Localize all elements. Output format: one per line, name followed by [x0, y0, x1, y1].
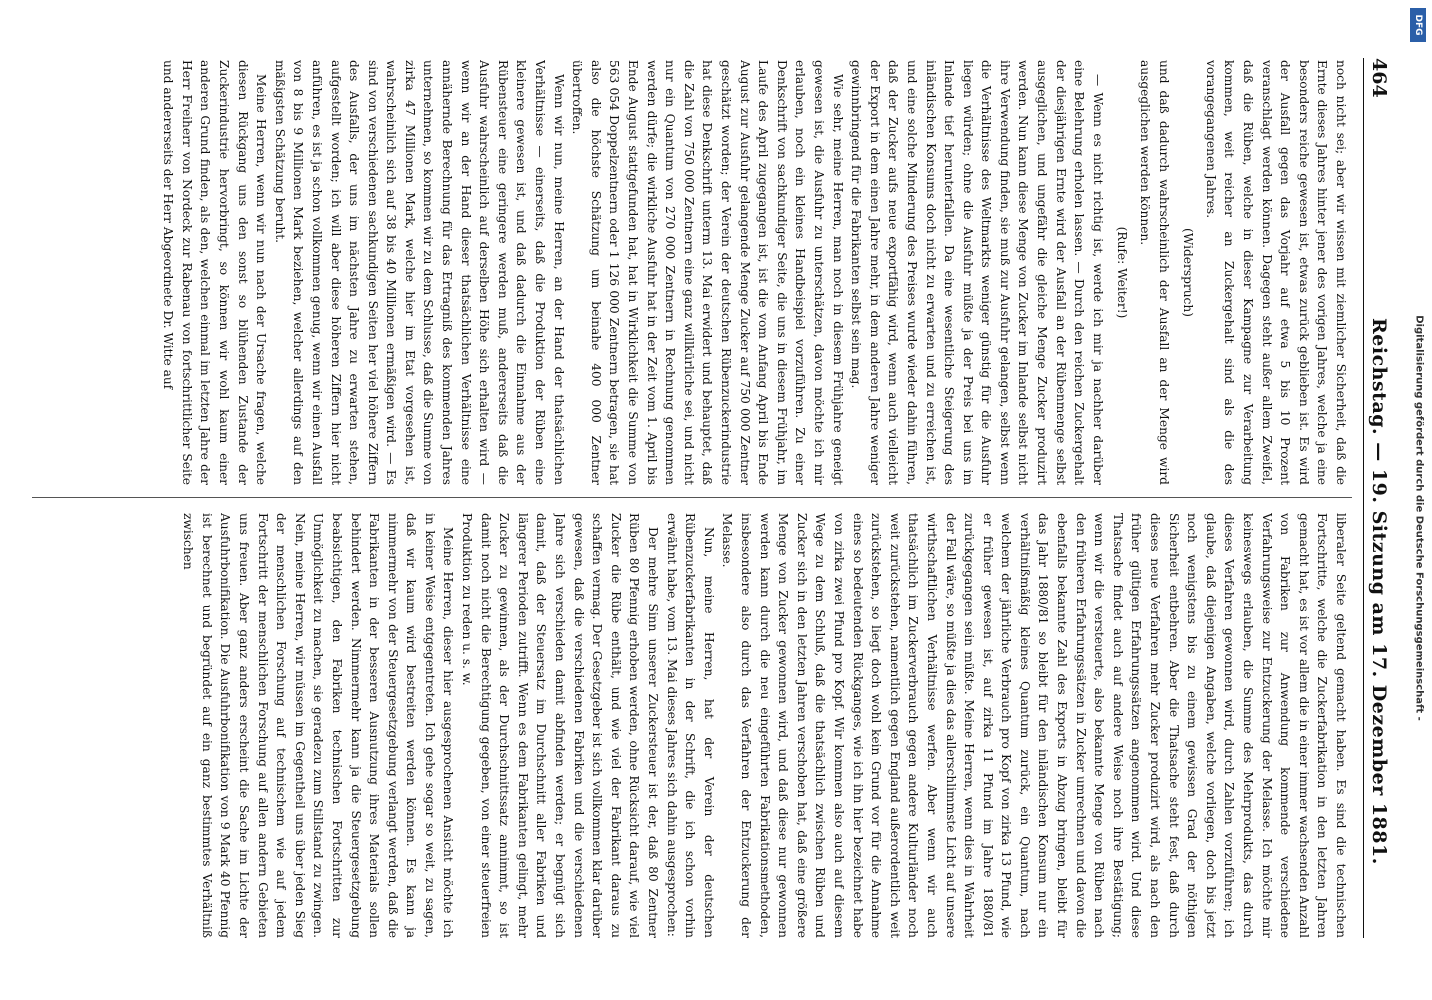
paragraph: Nun, meine Herren, hat der Verein der deutschen Rübenzuckerfabrikanten in der Schrift, die ich schon vorhin erwähnt habe, vom 13. Mai dieses Jahres sich dahin ausgesprochen: [664, 513, 716, 938]
dfg-logo [1410, 8, 1426, 42]
digitization-credit-text: Digitalisierung gefördert durch die Deutsche Forschungsgemeinschaft - [1413, 315, 1425, 721]
interjection: (Widerspruch) [1181, 228, 1196, 317]
paragraph: Meine Herren, wenn wir nun nach der Ursache fragen, welche diesen Rückgang uns den sonst so blühenden Zustande der Zuckerindustrie hervorbringt, so können wir wohl kaum einer anderen Grund finden, als den, welchen einmal im letzten Jahre der Herr Freiherr von Nordeck zur Rabenau von fortschrittlicher Seite und andererseits der Herr Abgeordnete Dr. Witte auf [161, 60, 269, 485]
page-number: 464 [1368, 58, 1390, 98]
paragraph: noch nicht sei; aber wir wissen mit ziemlicher Sicherheit, daß die Ernte dieses Jahres hinter jener des vorigen Jahres, welche ja eine besonders reiche gewesen ist, etwas zurück geblieben ist. Es wird der Ausfall gegen das Vorjahr auf etwa 5 bis 10 Prozent veranschlagt werden können. Dagegen steht außer allem Zweifel, daß die Rüben, welche in dieser Kampagne zur Verarbeitung kommen, weit reicher an Zuckergehalt sind als die des vorangegangenen Jahres. [1203, 60, 1348, 485]
right-column [30, 513, 1350, 938]
paragraph: — Wenn es nicht richtig ist, werde ich mir ja nachher darüber eine Belehrung erholen lassen. — Durch den reichen Zuckergehalt der diesjährigen Ernte wird der Ausfall an der Rübenmenge selbst ausgeglichen, und ungefähr die gleiche Menge Zucker produzirt werden. Nun kann diese Menge von Zucker im Inlande selbst nicht ihre Verwendung finden, sie muß zur Ausfuhr gelangen, selbst wenn die Verhältnisse des Weltmarkts weniger günstig für die Ausfuhr liegen würden; ohne die Ausfuhr müßte ja der Preis bei uns im Inlande tief herunterfallen. Da eine wesentliche Steigerung des inländischen Konsums doch nicht zu erwarten und zu erreichen ist, und eine solche Minderung des Preises wurde wieder dahin führen, daß der Zucker aufs neue exportfähig wird, wenn auch vielleicht der Export in dem einen Jahre mehr, in dem anderen Jahre weniger gewinnbringend für die Fabrikanten selbst sein mag. [849, 60, 1105, 485]
running-title: Reichstag. — 19. Sitzung am 17. Dezember 1881. [1368, 318, 1390, 865]
column-divider [32, 497, 1352, 498]
digitization-credit [1410, 48, 1428, 988]
paragraph: liberaler Seite geltend gemacht haben. Es sind die technischen Fortschritte, welche die Zuckerfabrikation in den letzten Jahren gemacht hat, es ist vor allem die in einer immer wachsenden Anzahl von Fabriken zur Anwendung kommende verschiedene Verfahrungsweise zur Entzuckerung der Melasse. Ich möchte mir keineswegs erlauben, die Summe des Mehrprodukts, das durch dieses Verfahren gewonnen wird, durch Zahlen vorzuführen; ich glaube, daß diejenigen Angaben, welche vorliegen, doch bis jetzt noch wenigstens bis zu einem gewissen Grad der nöthigen Sicherheit entbehren. Aber die Thatsache steht fest, daß durch dieses neue Verfahren mehr Zucker produzirt wird, als nach den früher gültigen Erfahrungssätzen angenommen wird. Und diese Thatsache findet auch auf andere Weise noch ihre Bestätigung; wenn wir die versteuerte, also bekannte Menge von Rüben nach den früheren Erfahrungssätzen in Zucker umrechnen und davon die ebenfalls bekannte Zahl des Exports in Abzug bringen, bleibt für das Jahr 1880/81 so bleibt für den inländischen Konsum nur ein verhältnißmäßig kleines Quantum zurück, ein Quantum, nach welchem der jährliche Verbrauch pro Kopf von zirka 13 Pfund, wie er früher gewesen ist, auf zirka 11 Pfund im Jahre 1880/81 zurückgegangen sein müßte. Meine Herren, wenn dies in Wahrheit der Fall wäre, so müßte ja dies das allerschlimmste Licht auf unsere wirthschaftlichen Verhältnisse werfen. Aber wenn wir auch thatsächlich im Zuckerverbrauch gegen andere Kulturländer noch weit zurückstehen, namentlich gegen England außerordentlich weit zurückstehen, so liegt doch wohl kein Grund vor für die Annahme eines so bedeutenden Rückganges, wie ich ihn hier bezeichnet habe von zirka zwei Pfund pro Kopf. Wir kommen also auch auf diesem Wege zu dem Schluß, daß die thatsächlich zwischen Rüben und Zucker sich in den letzten Jahren verschoben hat, daß eine größere Menge von Zucker gewonnen wird, und daß diese nur gewonnen werden kann durch die neu eingeführten Fabrikationsmethoden, insbesondere also durch das Verfahren der Entzuckerung der Melasse. [720, 513, 1348, 938]
paragraph: Meine Herren, dieser hier ausgesprochenen Ansicht möchte ich in keiner Weise entgegentreten. Ich gehe sogar so weit, zu sagen, daß wir kaum wird bestreiten werden können. Es kann ja nimmermehr von der Steuergesetzgebung verlangt werden, daß die Fabrikanten in der besseren Ausnutzung ihres Materials sollen behindert werden. Nimmermehr kann ja die Steuergesetzgebung beabsichtigen, den Fabriken technischen Fortschritten zur Unmöglichkeit zu machen, sie geradezu zum Stillstand zu zwingen. Nein, meine Herren, wir müssen im Gegentheil uns über jeden Sieg der menschlichen Forschung auf technischem wie auf jedem Fortschritt der menschlichen Forschung auf allen andern Gebieten uns freuen. Aber ganz anders erscheint die Sache im Lichte der Ausfuhrbonifikation. Die Ausfuhrbonifikation von 9 Mark 40 Pfennig ist berechnet und begründet auf ein ganz bestimmtes Verhältniß zwischen [181, 513, 456, 938]
quoted-passage: Der mehre Sinn unserer Zuckersteuer ist der, daß 80 Zentner Rüben 80 Pfennig erhoben werden, ohne Rücksicht darauf, wie viel Zucker die Rübe enthält, und wie viel der Fabrikant daraus zu schaffen vermag. Der Gesetzgeber ist sich vollkommen klar darüber gewesen, daß die verschiedenen Fabriken und die verschiedenen Jahre sich verschieden damit abfinden werden; er begnügt sich damit, daß der Steuersatz im Durchschnitt aller Fabriken und längerer Perioden zutrifft. Wenn es dem Fabrikanten gelingt, mehr Zucker zu gewinnen, als der Durchschnittssatz annimmt, so ist damit noch nicht die Berechtigung gegeben, von einer steuerfreien Produktion zu reden u. s. w. [460, 513, 661, 938]
paragraph: Wie sehr, meine Herren, man noch in diesem Frühjahre geneigt gewesen ist, die Ausfuhr zu unterschätzen, davon möchte ich mir erlauben, noch ein kleines Handbeispiel vorzuführen. Zu einer Denkschrift von sachkundiger Seite, die uns in diesem Frühjahr, im Laufe des April zugegangen ist, ist die vom Anfang April bis Ende August zur Ausfuhr gelangende Menge Zucker auf 750 000 Zentner geschätzt worden; der Verein der deutschen Rübenzuckerindustrie hat diese Denkschrift unterm 13. Mai erwidert und behauptet, daß die Zahl von 750 000 Zentnern eine ganz willkürliche sei, und nicht nur ein Quantum von 270 000 Zentnern in Rechnung genommen werden dürfe; die wirkliche Ausfuhr hat in der Zeit vom 1. April bis Ende August stattgefunden hat, hat in Wirklichkeit die Summe von 563 054 Doppelzentnern oder 1 126 000 Zentnern betragen, sie hat also die höchste Schätzung um beinahe 400 000 Zentner übertroffen. [570, 60, 845, 485]
interjection: (Rufe: Weiter!) [1115, 226, 1130, 319]
dfg-logo-label: DFG [1413, 14, 1423, 36]
paragraph: Wenn wir nun, meine Herren, an der Hand der thatsächlichen Verhältnisse — einerseits, daß die Produktion der Rüben eine kleinere gewesen ist, und daß dadurch die Einnahme aus der Rübensteuer eine geringere werden muß, andererseits daß die Ausfuhr wahrscheinlich auf derselben Höhe sich erhalten wird — wenn wir an der Hand dieser thatsächlichen Verhältnisse eine annähernde Berechnung für das Ertragniß des kommenden Jahres unternehmen, so kommen wir zu dem Schlusse, daß die Summe von zirka 47 Millionen Mark, welche hier im Etat vorgesehen ist, wahrscheinlich sich auf 38 bis 40 Millionen ermäßigen wird. — Es sind von verschiedenen sachkundigen Seiten her viel höhere Ziffern des Ausfalls, der uns im nächsten Jahre zu erwarten stehen, aufgestellt worden; ich will aber diese höheren Ziffern hier nicht anführen, es ist ja schon vollkommen genug, wenn wir einen Ausfall von 8 bis 9 Millionen Mark beziehen, welcher allerdings auf den mäßigsten Schätzung beruht. [272, 60, 566, 485]
page-header [1363, 58, 1392, 938]
paragraph: und daß dadurch wahrscheinlich der Ausfall an der Menge wird ausgeglichen werden können. [1138, 60, 1171, 485]
left-column [30, 60, 1350, 485]
